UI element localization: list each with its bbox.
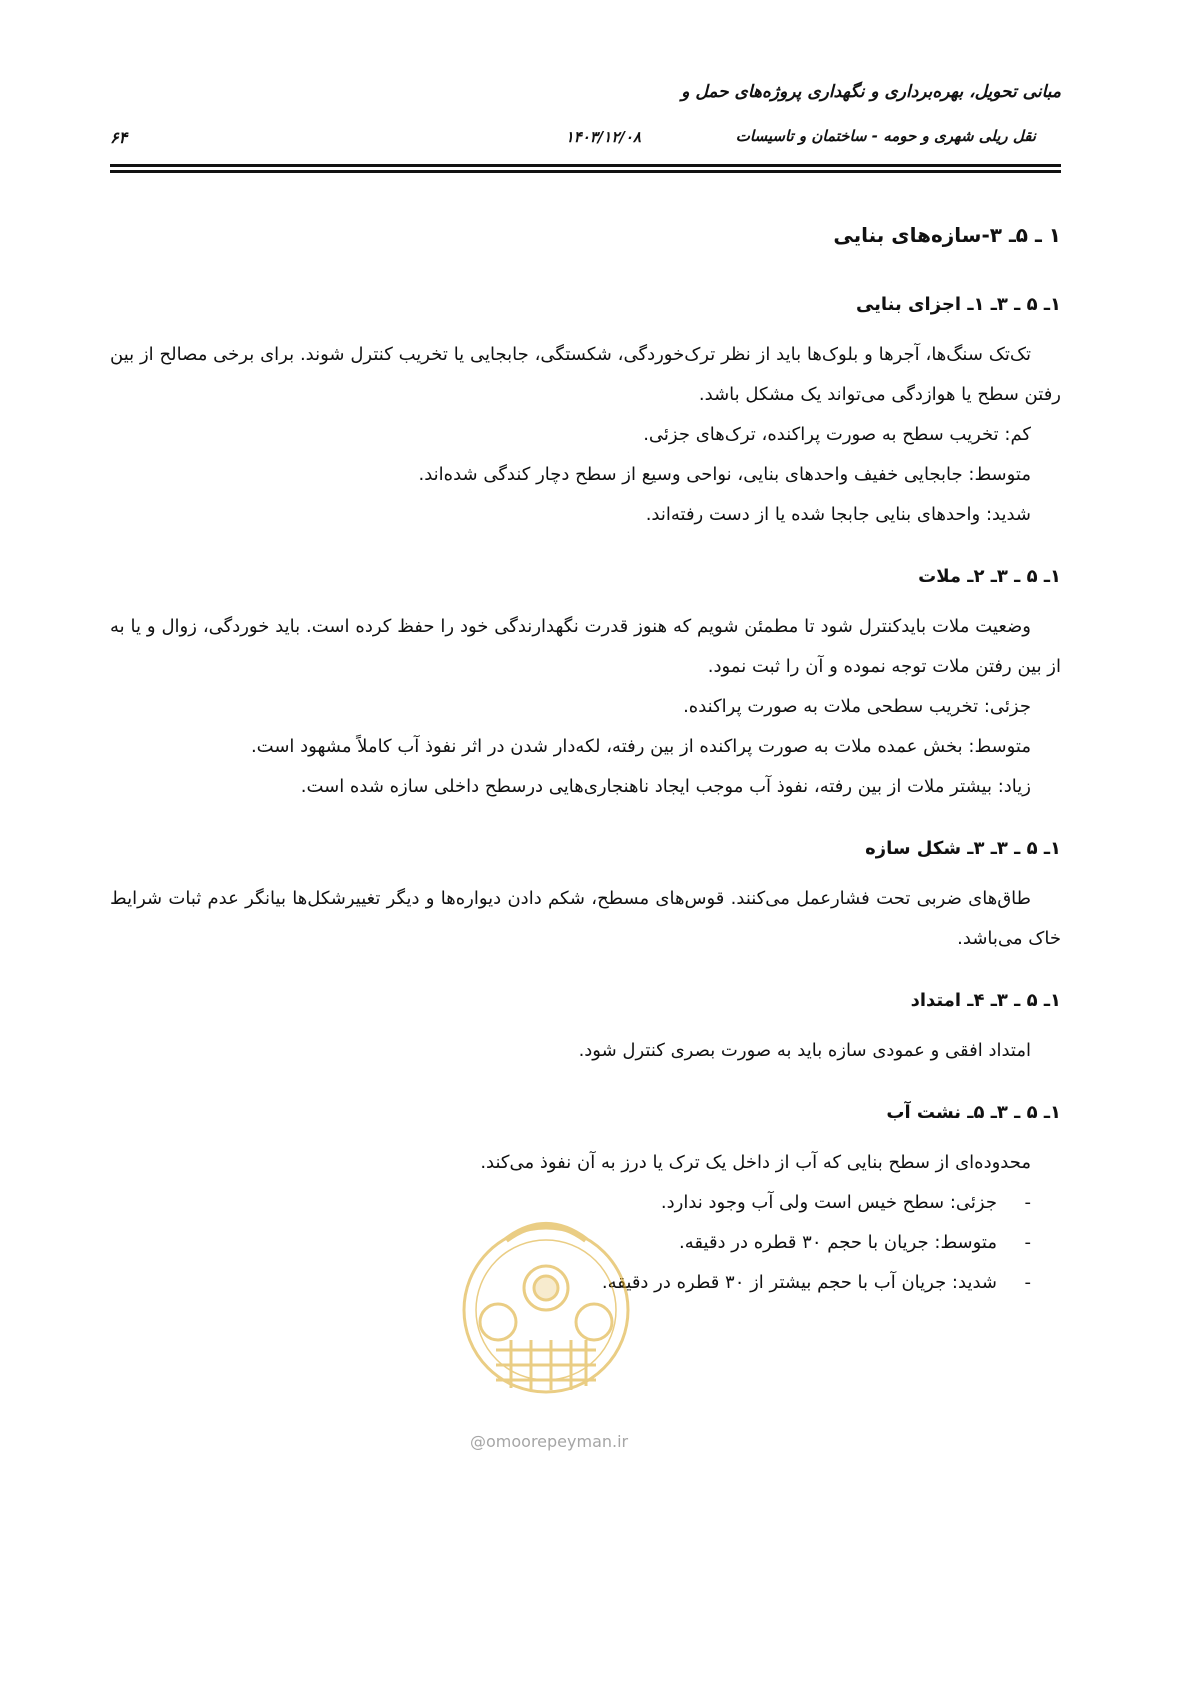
list-item-text: متوسط: جریان با حجم ۳۰ قطره در دقیقه. [679,1232,997,1253]
list-item [110,1183,1031,1223]
header-title-line1: مبانی تحویل، بهره‌برداری و نگهداری پروژه‌های حمل و [681,82,1061,102]
severity-item: متوسط: بخش عمده ملات به صورت پراکنده از بین رفته، لکه‌دار شدن در اثر نفوذ آب کاملاً مشهود است. [250,736,1031,757]
document-body [110,215,1061,1303]
watermark-url-text: omoorepeyman.ir [486,1432,629,1451]
severity-item: کم: تخریب سطح به صورت پراکنده، ترک‌های جزئی. [643,424,1031,445]
header-rule-bottom [110,170,1061,173]
paragraph-alignment: امتداد افقی و عمودی سازه باید به صورت بصری کنترل شود. [578,1040,1031,1061]
paragraph-mortar: وضعیت ملات بایدکنترل شود تا مطمئن شویم که هنوز قدرت نگهدارندگی خود را حفظ کرده است. باید خوردگی، زوال و یا به از بین رفتن ملات توجه نموده و آن را ثبت نمود. [110,616,1061,677]
list-item [110,1223,1031,1263]
severity-item: شدید: واحدهای بنایی جابجا شده یا از دست رفته‌اند. [645,504,1031,525]
subsection-title-structure-shape: ۱ـ ۵ ـ ۳ـ ۳ـ شکل سازه [865,838,1061,859]
paragraph-water-leak: محدوده‌ای از سطح بنایی که آب از داخل یک ترک یا درز به آن نفوذ می‌کند. [480,1152,1031,1173]
dash-bullet-icon: - [1024,1232,1031,1253]
severity-item: جزئی: تخریب سطحی ملات به صورت پراکنده. [683,696,1031,717]
paragraph-structure-shape: طاق‌های ضربی تحت فشارعمل می‌کنند. قوس‌های مسطح، شکم دادن دیواره‌ها و دیگر تغییرشکل‌ها بیانگر عدم ثبات شرایط خاک می‌باشد. [110,888,1061,949]
watermark-url: @omoorepeyman.ir [470,1432,629,1451]
header-rule-top [110,164,1061,167]
page-header [110,82,1061,172]
list-item-text: شدید: جریان آب با حجم بیشتر از ۳۰ قطره در دقیقه. [601,1272,997,1293]
list-item-text: جزئی: سطح خیس است ولی آب وجود ندارد. [660,1192,997,1213]
subsection-title-alignment: ۱ـ ۵ ـ ۳ـ ۴ـ امتداد [910,990,1061,1011]
subsection-title-water-leak: ۱ـ ۵ ـ ۳ـ ۵ـ نشت آب [886,1102,1061,1123]
severity-item: زیاد: بیشتر ملات از بین رفته، نفوذ آب موجب ایجاد ناهنجاری‌هایی درسطح داخلی سازه شده است. [300,776,1031,797]
leak-severity-list [110,1183,1031,1303]
dash-bullet-icon: - [1024,1192,1031,1213]
subsection-title-masonry-units: ۱ـ ۵ ـ ۳ـ ۱ـ اجزای بنایی [855,294,1061,315]
header-title-line2: نقل ریلی شهری و حومه - ساختمان و تاسیسات [735,127,1036,145]
dash-bullet-icon: - [1024,1272,1031,1293]
section-title: ۱ ـ ۵ـ ۳-سازه‌های بنایی [833,223,1061,247]
paragraph-masonry-units: تک‌تک سنگ‌ها، آجرها و بلوک‌ها باید از نظر ترک‌خوردگی، شکستگی، جابجایی یا تخریب کنترل شوند. برای برخی مصالح از بین رفتن سطح یا هوازدگی می‌تواند یک مشکل باشد. [110,344,1061,405]
page-number: ۶۴ [110,128,128,147]
severity-item: متوسط: جابجایی خفیف واحدهای بنایی، نواحی وسیع از سطح دچار کندگی شده‌اند. [418,464,1031,485]
header-date: ۱۴۰۳/۱۲/۰۸ [565,128,641,146]
list-item [110,1263,1031,1303]
subsection-title-mortar: ۱ـ ۵ ـ ۳ـ ۲ـ ملات [918,566,1061,587]
